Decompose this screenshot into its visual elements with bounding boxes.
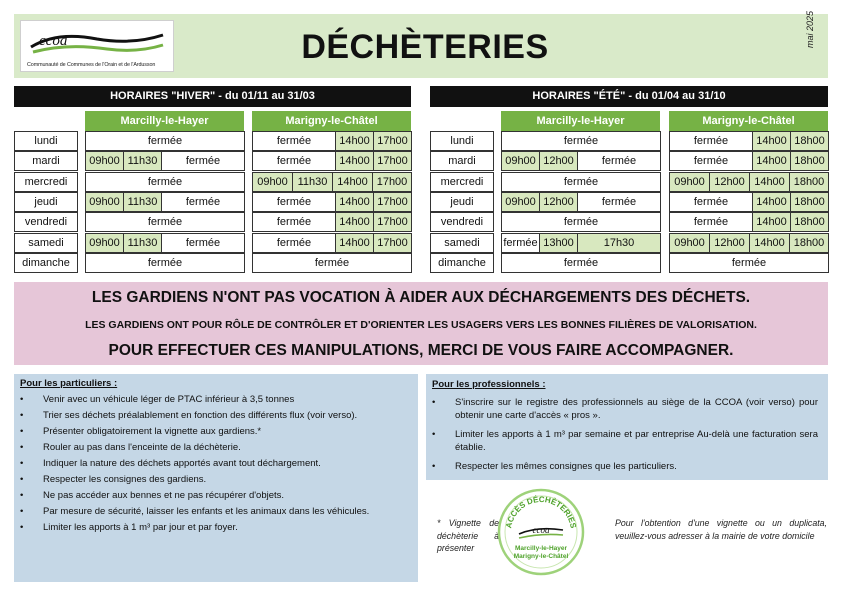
particuliers-rule: • Limiter les apports à 1 m³ par jour et par foyer. <box>18 521 411 534</box>
professionnels-rule: • S'inscrire sur le registre des professionnels au siège de la CCOA (voir verso) pour obtenir une carte d'accès « pros ». <box>430 396 818 422</box>
winter-marigny-lundi-cell: 14h00 <box>335 131 374 151</box>
summer-day-samedi: samedi <box>430 233 494 253</box>
notice-line-3: POUR EFFECTUER CES MANIPULATIONS, MERCI DE VOUS FAIRE ACCOMPAGNER. <box>108 342 734 359</box>
winter-marigny-mardi-cell: 14h00 <box>335 151 374 171</box>
summer-marigny-samedi-cell: 14h00 <box>749 233 790 253</box>
winter-marcilly-jeudi-cell: 11h30 <box>123 192 162 212</box>
acces-decheteries-badge <box>497 488 585 576</box>
winter-marcilly-vendredi-cell: fermée <box>85 212 245 232</box>
summer-marcilly-jeudi-cell: 12h00 <box>539 192 578 212</box>
summer-marigny-mercredi-cell: 18h00 <box>789 172 829 192</box>
winter-marigny-jeudi-cell: 14h00 <box>335 192 374 212</box>
badge-top-text: ACCÈS DÉCHÈTERIES <box>504 494 578 529</box>
winter-marigny-mardi-cell: 17h00 <box>373 151 412 171</box>
winter-marcilly-jeudi-cell: fermée <box>161 192 245 212</box>
winter-marcilly-mardi-cell: fermée <box>161 151 245 171</box>
notice-line-2: LES GARDIENS ONT POUR RÔLE DE CONTRÔLER ET D'ORIENTER LES USAGERS VERS LES BONNES FILIÈRES DE VALORISATION. <box>85 319 757 331</box>
summer-marigny-vendredi-cell: 14h00 <box>752 212 791 232</box>
particuliers-rule: • Rouler au pas dans l'enceinte de la déchèterie. <box>18 441 411 454</box>
winter-schedule-title: HORAIRES "HIVER" - du 01/11 au 31/03 <box>14 86 411 107</box>
winter-marigny-vendredi-cell: 17h00 <box>373 212 412 232</box>
summer-marigny-samedi-cell: 18h00 <box>789 233 829 253</box>
summer-marcilly-vendredi-cell: fermée <box>501 212 661 232</box>
summer-marcilly-samedi-cell: 13h00 <box>539 233 578 253</box>
winter-marcilly-mercredi-cell: fermée <box>85 172 245 192</box>
summer-marcilly-jeudi-cell: fermée <box>577 192 661 212</box>
ccoa-logo <box>20 20 174 72</box>
summer-marcilly-samedi-cell: 17h30 <box>577 233 661 253</box>
summer-marigny-vendredi-cell: 18h00 <box>790 212 829 232</box>
badge-line-1: Marcilly-le-Hayer <box>514 545 568 552</box>
summer-marigny-mercredi-cell: 09h00 <box>669 172 710 192</box>
winter-marigny-samedi-cell: 17h00 <box>373 233 412 253</box>
vignette-note: * Vignette de déchèterie à présenter <box>437 518 499 553</box>
summer-marigny-mercredi-cell: 12h00 <box>709 172 750 192</box>
summer-marcilly-mardi-cell: 09h00 <box>501 151 540 171</box>
winter-marigny-mardi-cell: fermée <box>252 151 336 171</box>
winter-site-marigny-header: Marigny-le-Châtel <box>252 111 411 131</box>
summer-marigny-lundi-cell: 18h00 <box>790 131 829 151</box>
winter-marigny-mercredi-cell: 14h00 <box>332 172 373 192</box>
summer-marcilly-mardi-cell: 12h00 <box>539 151 578 171</box>
particuliers-rule: • Ne pas accéder aux bennes et ne pas récupérer d'objets. <box>18 489 411 502</box>
professionnels-heading: Pour les professionnels : <box>432 379 546 390</box>
summer-marigny-lundi-cell: fermée <box>669 131 753 151</box>
professionnels-box <box>426 374 828 480</box>
winter-marigny-vendredi-cell: fermée <box>252 212 336 232</box>
summer-marigny-dimanche-cell: fermée <box>669 253 829 273</box>
winter-marcilly-samedi-cell: 09h00 <box>85 233 124 253</box>
summer-site-marcilly-header: Marcilly-le-Hayer <box>501 111 660 131</box>
summer-marigny-jeudi-cell: 18h00 <box>790 192 829 212</box>
winter-marigny-lundi-cell: fermée <box>252 131 336 151</box>
summer-marigny-jeudi-cell: 14h00 <box>752 192 791 212</box>
summer-day-dimanche: dimanche <box>430 253 494 273</box>
summer-marigny-mercredi-cell: 14h00 <box>749 172 790 192</box>
summer-day-mardi: mardi <box>430 151 494 171</box>
winter-marcilly-dimanche-cell: fermée <box>85 253 245 273</box>
particuliers-rule: • Venir avec un véhicule léger de PTAC inférieur à 3,5 tonnes <box>18 393 411 406</box>
summer-marigny-samedi-cell: 09h00 <box>669 233 710 253</box>
notice-line-1: LES GARDIENS N'ONT PAS VOCATION À AIDER AUX DÉCHARGEMENTS DES DÉCHETS. <box>91 289 751 306</box>
particuliers-box <box>14 374 418 582</box>
particuliers-list <box>18 393 411 537</box>
summer-day-lundi: lundi <box>430 131 494 151</box>
professionnels-rule: • Respecter les mêmes consignes que les particuliers. <box>430 460 818 473</box>
winter-day-mercredi: mercredi <box>14 172 78 192</box>
summer-marcilly-mardi-cell: fermée <box>577 151 661 171</box>
winter-day-dimanche: dimanche <box>14 253 78 273</box>
winter-marcilly-mardi-cell: 11h30 <box>123 151 162 171</box>
particuliers-rule: • Trier ses déchets préalablement en fonction des différents flux (voir verso). <box>18 409 411 422</box>
particuliers-rule: • Par mesure de sécurité, laisser les enfants et les animaux dans les véhicules. <box>18 505 411 518</box>
page-title: DÉCHÈTERIES <box>301 28 549 66</box>
summer-day-mercredi: mercredi <box>430 172 494 192</box>
winter-day-mardi: mardi <box>14 151 78 171</box>
winter-marcilly-samedi-cell: fermée <box>161 233 245 253</box>
particuliers-rule: • Respecter les consignes des gardiens. <box>18 473 411 486</box>
summer-marcilly-lundi-cell: fermée <box>501 131 661 151</box>
logo-caption: Communauté de Communes de l'Orain et de l'Ardusson <box>27 62 156 68</box>
summer-marigny-jeudi-cell: fermée <box>669 192 753 212</box>
badge-line-2: Marigny-le-Châtel <box>513 553 569 560</box>
edition-date: mai 2025 <box>805 10 815 48</box>
winter-marigny-jeudi-cell: fermée <box>252 192 336 212</box>
winter-site-marcilly-header: Marcilly-le-Hayer <box>85 111 244 131</box>
winter-marcilly-samedi-cell: 11h30 <box>123 233 162 253</box>
winter-marigny-samedi-cell: 14h00 <box>335 233 374 253</box>
summer-marigny-mardi-cell: 18h00 <box>790 151 829 171</box>
particuliers-rule: • Indiquer la nature des déchets apportés avant tout déchargement. <box>18 457 411 470</box>
professionnels-list <box>430 396 818 479</box>
winter-marigny-mercredi-cell: 11h30 <box>292 172 333 192</box>
winter-marcilly-jeudi-cell: 09h00 <box>85 192 124 212</box>
winter-day-jeudi: jeudi <box>14 192 78 212</box>
summer-site-marigny-header: Marigny-le-Châtel <box>669 111 828 131</box>
gardiens-notice <box>14 282 828 365</box>
summer-marcilly-samedi-cell: fermée <box>501 233 540 253</box>
winter-marcilly-lundi-cell: fermée <box>85 131 245 151</box>
professionnels-rule: • Limiter les apports à 1 m³ par semaine et par entreprise Au-delà une facturation sera établie. <box>430 428 818 454</box>
winter-marigny-vendredi-cell: 14h00 <box>335 212 374 232</box>
summer-schedule-title: HORAIRES "ÉTÉ" - du 01/04 au 31/10 <box>430 86 828 107</box>
winter-marigny-samedi-cell: fermée <box>252 233 336 253</box>
summer-marcilly-dimanche-cell: fermée <box>501 253 661 273</box>
summer-marigny-mardi-cell: 14h00 <box>752 151 791 171</box>
summer-marcilly-mercredi-cell: fermée <box>501 172 661 192</box>
winter-marigny-mercredi-cell: 17h00 <box>372 172 412 192</box>
summer-marigny-samedi-cell: 12h00 <box>709 233 750 253</box>
winter-day-lundi: lundi <box>14 131 78 151</box>
winter-marigny-lundi-cell: 17h00 <box>373 131 412 151</box>
winter-day-samedi: samedi <box>14 233 78 253</box>
winter-day-vendredi: vendredi <box>14 212 78 232</box>
logo-text: ccoa <box>39 33 68 49</box>
particuliers-rule: • Présenter obligatoirement la vignette aux gardiens.* <box>18 425 411 438</box>
ccoa-logo-icon <box>27 25 167 57</box>
summer-marcilly-jeudi-cell: 09h00 <box>501 192 540 212</box>
winter-marigny-jeudi-cell: 17h00 <box>373 192 412 212</box>
winter-marcilly-mardi-cell: 09h00 <box>85 151 124 171</box>
particuliers-heading: Pour les particuliers : <box>20 378 118 389</box>
duplicata-note: Pour l'obtention d'une vignette ou un duplicata, veuillez-vous adresser à la mairie de votre domicile <box>615 518 827 541</box>
badge-logo: ccoa <box>532 525 550 535</box>
winter-marigny-mercredi-cell: 09h00 <box>252 172 293 192</box>
summer-marigny-vendredi-cell: fermée <box>669 212 753 232</box>
summer-day-vendredi: vendredi <box>430 212 494 232</box>
summer-marigny-mardi-cell: fermée <box>669 151 753 171</box>
summer-day-jeudi: jeudi <box>430 192 494 212</box>
summer-marigny-lundi-cell: 14h00 <box>752 131 791 151</box>
winter-marigny-dimanche-cell: fermée <box>252 253 412 273</box>
